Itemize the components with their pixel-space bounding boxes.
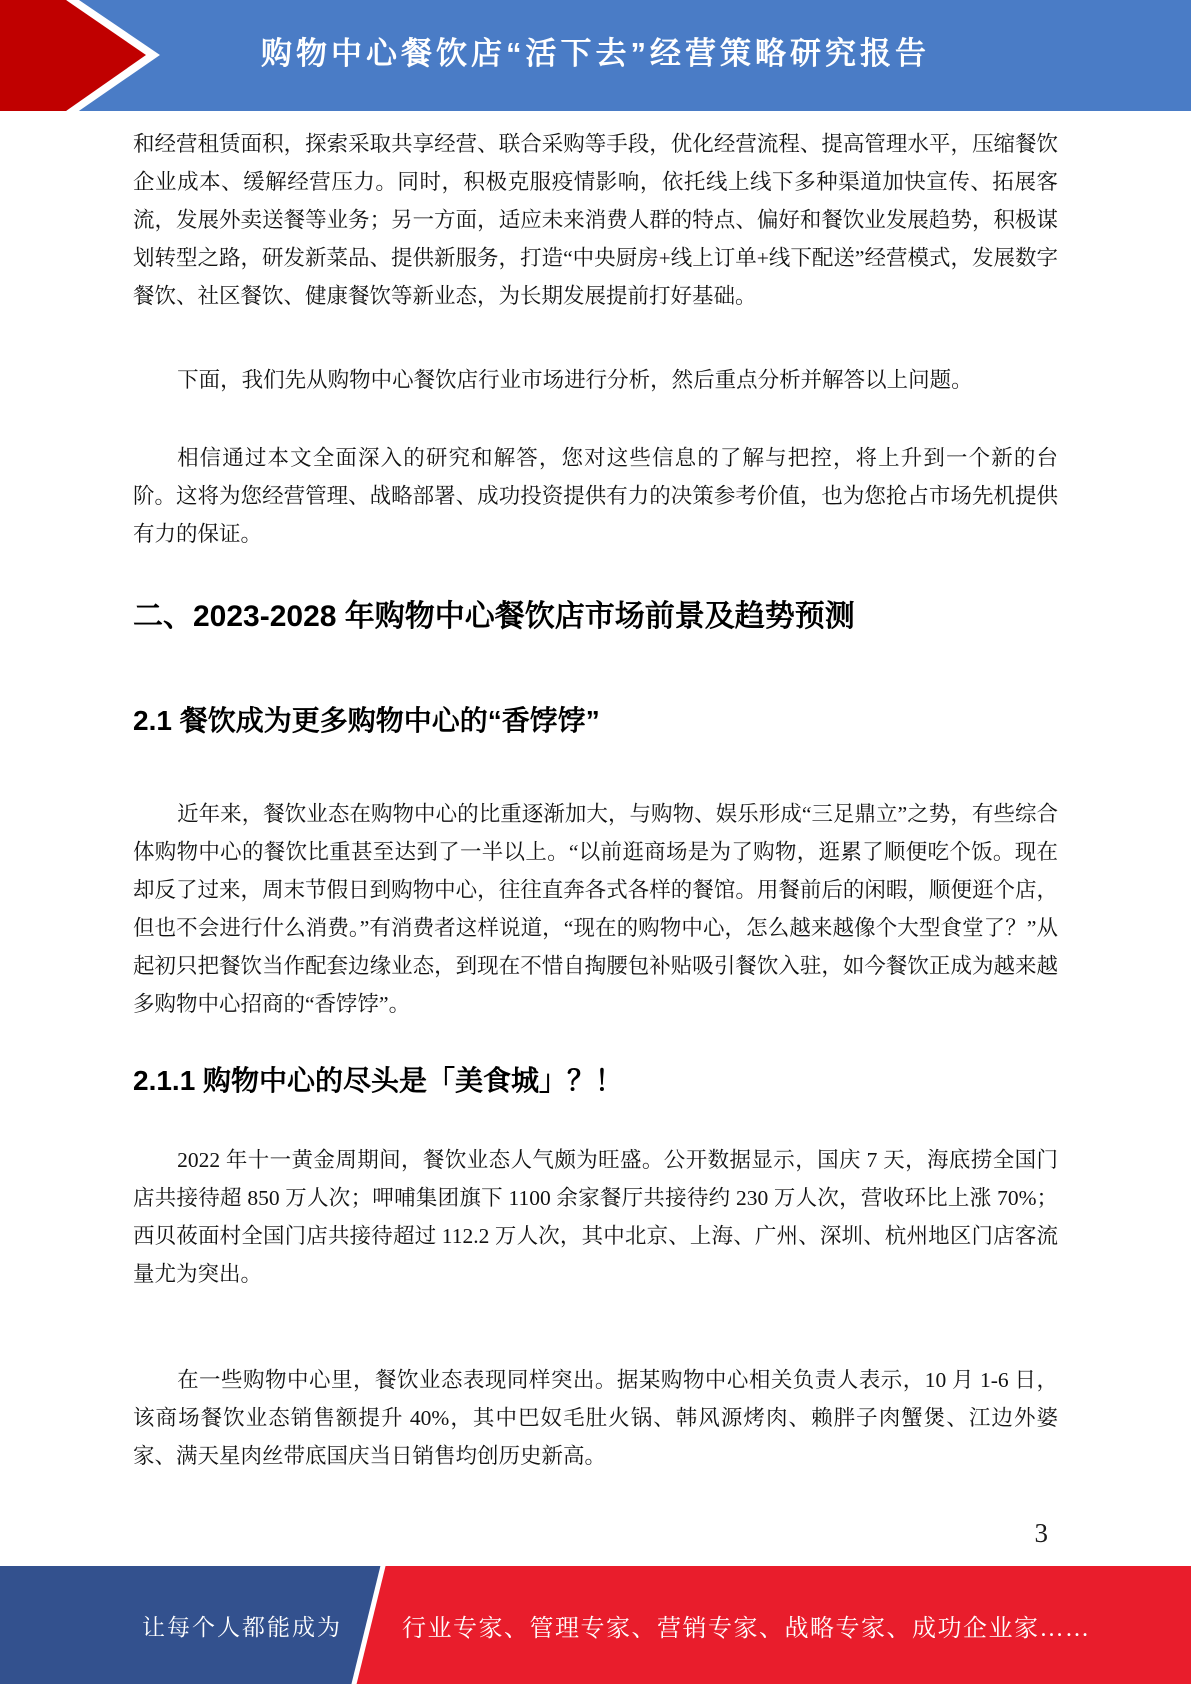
footer-experts-text: 行业专家、管理专家、营销专家、战略专家、成功企业家……	[402, 1615, 1091, 1642]
footer-slogan: 让每个人都能成为	[142, 1614, 342, 1640]
content-area	[133, 111, 1058, 1551]
section-heading-level3: 2.1.1 购物中心的尽头是「美食城」？！	[133, 1065, 624, 1096]
footer-banner	[0, 1566, 1191, 1684]
paragraph: 相信通过本文全面深入的研究和解答，您对这些信息的了解与把控，将上升到一个新的台阶。这将为您经营管理、战略部署、成功投资提供有力的决策参考价值，也为您抢占市场先机提供有力的保证。	[133, 446, 1058, 546]
section-heading-level2: 2.1 餐饮成为更多购物中心的“香饽饽”	[133, 705, 600, 736]
paragraph: 2022 年十一黄金周期间，餐饮业态人气颇为旺盛。公开数据显示，国庆 7 天，海底捞全国门店共接待超 850 万人次；呷哺集团旗下 1100 余家餐厅共接待约 230 万人次，营收环比上涨 70%；西贝莜面村全国门店共接待超过 112.2 万人次，其中北京、上海、广州、深圳、杭州地区门店客流量尤为突出。	[133, 1148, 1058, 1286]
header-banner	[0, 0, 1191, 111]
paragraph: 和经营租赁面积，探索采取共享经营、联合采购等手段，优化经营流程、提高管理水平，压缩餐饮企业成本、缓解经营压力。同时，积极克服疫情影响，依托线上线下多种渠道加快宣传、拓展客流，发展外卖送餐等业务；另一方面，适应未来消费人群的特点、偏好和餐饮业发展趋势，积极谋划转型之路，研发新菜品、提供新服务，打造“中央厨房+线上订单+线下配送”经营模式，发展数字餐饮、社区餐饮、健康餐饮等新业态，为长期发展提前打好基础。	[133, 132, 1058, 308]
paragraph: 近年来，餐饮业态在购物中心的比重逐渐加大，与购物、娱乐形成“三足鼎立”之势，有些综合体购物中心的餐饮比重甚至达到了一半以上。“以前逛商场是为了购物，逛累了顺便吃个饭。现在却反了过来，周末节假日到购物中心，往往直奔各式各样的餐馆。用餐前后的闲暇，顺便逛个店，但也不会进行什么消费。”有消费者这样说道，“现在的购物中心，怎么越来越像个大型食堂了？”从起初只把餐饮当作配套边缘业态，到现在不惜自掏腰包补贴吸引餐饮入驻，如今餐饮正成为越来越多购物中心招商的“香饽饽”。	[133, 802, 1058, 1016]
paragraph: 在一些购物中心里，餐饮业态表现同样突出。据某购物中心相关负责人表示，10 月 1-6 日，该商场餐饮业态销售额提升 40%，其中巴奴毛肚火锅、韩风源烤肉、赖胖子肉蟹煲、江边外婆家、满天星肉丝带底国庆当日销售均创历史新高。	[133, 1368, 1058, 1468]
section-heading-level1: 二、2023-2028 年购物中心餐饮店市场前景及趋势预测	[133, 600, 855, 633]
page-number: 3	[1034, 1518, 1048, 1548]
paragraph: 下面，我们先从购物中心餐饮店行业市场进行分析，然后重点分析并解答以上问题。	[177, 368, 973, 392]
page-title: 购物中心餐饮店“活下去”经营策略研究报告	[261, 36, 930, 71]
